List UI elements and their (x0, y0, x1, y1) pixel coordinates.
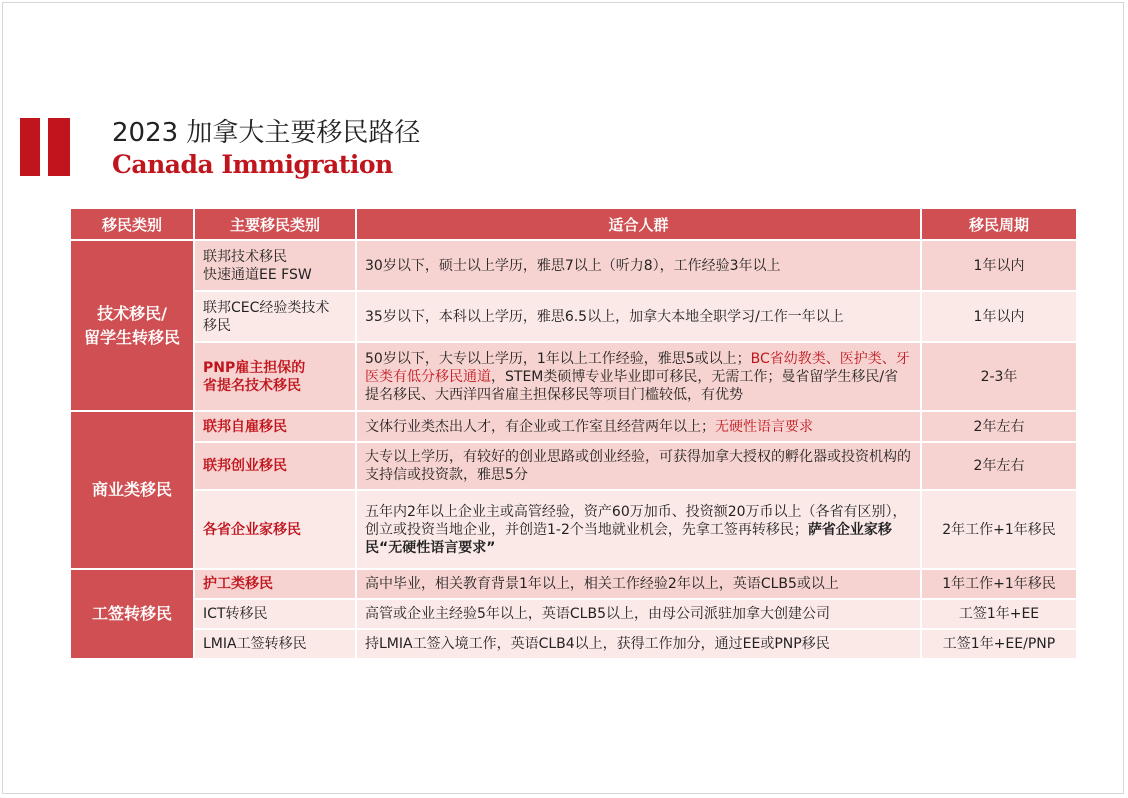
subcategory-line: 联邦CEC经验类技术 (203, 299, 330, 316)
category-line: 留学生转移民 (83, 327, 180, 347)
period-cell: 工签1年+EE (922, 600, 1076, 628)
description-text: 文体行业类杰出人才，有企业或工作室且经营两年以上； (365, 418, 715, 435)
table-row (71, 600, 1076, 628)
subcategory-line: 省提名技术移民 (203, 377, 301, 394)
period-cell: 1年工作+1年移民 (922, 570, 1076, 598)
subcategory-line: 快速通道EE FSW (203, 266, 312, 283)
description-cell (357, 343, 920, 410)
subcategory-cell: 护工类移民 (195, 570, 355, 598)
subcategory-cell: LMIA工签转移民 (195, 630, 355, 658)
category-skilled (71, 241, 193, 410)
table-row (71, 241, 1076, 290)
subcategory-line: PNP雇主担保的 (203, 359, 306, 376)
subcategory-line: 联邦技术移民 (203, 248, 287, 265)
immigration-table (69, 207, 1078, 660)
subcategory-cell (195, 343, 355, 410)
period-cell: 2年工作+1年移民 (922, 491, 1076, 568)
table-header-row (71, 209, 1076, 239)
subcategory-cell: ICT转移民 (195, 600, 355, 628)
description-cell (357, 491, 920, 568)
period-cell: 工签1年+EE/PNP (922, 630, 1076, 658)
table-row (71, 343, 1076, 410)
description-cell: 35岁以下，本科以上学历，雅思6.5以上，加拿大本地全职学习/工作一年以上 (357, 292, 920, 341)
table-row (71, 630, 1076, 658)
subcategory-cell (195, 292, 355, 341)
period-cell: 1年以内 (922, 241, 1076, 290)
subcategory-line: 移民 (203, 317, 231, 334)
description-cell: 高管或企业主经验5年以上，英语CLB5以上，由母公司派驻加拿大创建公司 (357, 600, 920, 628)
page-title: 2023 加拿大主要移民路径 (112, 118, 421, 148)
description-cell: 持LMIA工签入境工作，英语CLB4以上，获得工作加分，通过EE或PNP移民 (357, 630, 920, 658)
description-cell: 30岁以下，硕士以上学历，雅思7以上（听力8），工作经验3年以上 (357, 241, 920, 290)
description-text: ，STEM类硕博专业毕业即可移民，无需工作；曼省留学生移民/省提名移民、大西洋四省雇主担保移民等项目门槛较低，有优势 (365, 368, 899, 403)
subcategory-cell: 联邦创业移民 (195, 443, 355, 489)
description-text: 五年内2年以上企业主或高管经验，资产60万加币、投资额20万币以上（各省有区别），创立或投资当地企业，并创造1-2个当地就业机会，先拿工签再转移民； (365, 503, 907, 538)
period-cell: 2年左右 (922, 443, 1076, 489)
subcategory-cell: 各省企业家移民 (195, 491, 355, 568)
header-suitable-people: 适合人群 (357, 209, 920, 239)
category-line: 技术移民/ (97, 303, 167, 323)
header-subcategory: 主要移民类别 (195, 209, 355, 239)
header-period: 移民周期 (922, 209, 1076, 239)
description-highlight: 萨省企业家移民“无硬性语言要求” (365, 521, 892, 556)
page-subtitle: Canada Immigration (112, 150, 393, 179)
title-accent-bar-left (20, 118, 40, 176)
category-business: 商业类移民 (71, 412, 193, 568)
title-accent-bar-right (48, 118, 70, 176)
period-cell: 2-3年 (922, 343, 1076, 410)
description-text: 50岁以下，大专以上学历，1年以上工作经验，雅思5或以上； (365, 350, 751, 367)
description-highlight: BC省幼教类、医护类、牙医类有低分移民通道 (365, 350, 910, 385)
table-row (71, 443, 1076, 489)
table-row (71, 570, 1076, 598)
description-cell (357, 412, 920, 441)
header-category: 移民类别 (71, 209, 193, 239)
table-row (71, 412, 1076, 441)
period-cell: 2年左右 (922, 412, 1076, 441)
subcategory-cell (195, 241, 355, 290)
description-highlight: 无硬性语言要求 (715, 418, 813, 435)
period-cell: 1年以内 (922, 292, 1076, 341)
description-cell: 大专以上学历，有较好的创业思路或创业经验，可获得加拿大授权的孵化器或投资机构的支持信或投资款，雅思5分 (357, 443, 920, 489)
table-row (71, 491, 1076, 568)
table-row (71, 292, 1076, 341)
subcategory-cell: 联邦自雇移民 (195, 412, 355, 441)
description-cell: 高中毕业，相关教育背景1年以上，相关工作经验2年以上，英语CLB5或以上 (357, 570, 920, 598)
category-work-permit: 工签转移民 (71, 570, 193, 658)
